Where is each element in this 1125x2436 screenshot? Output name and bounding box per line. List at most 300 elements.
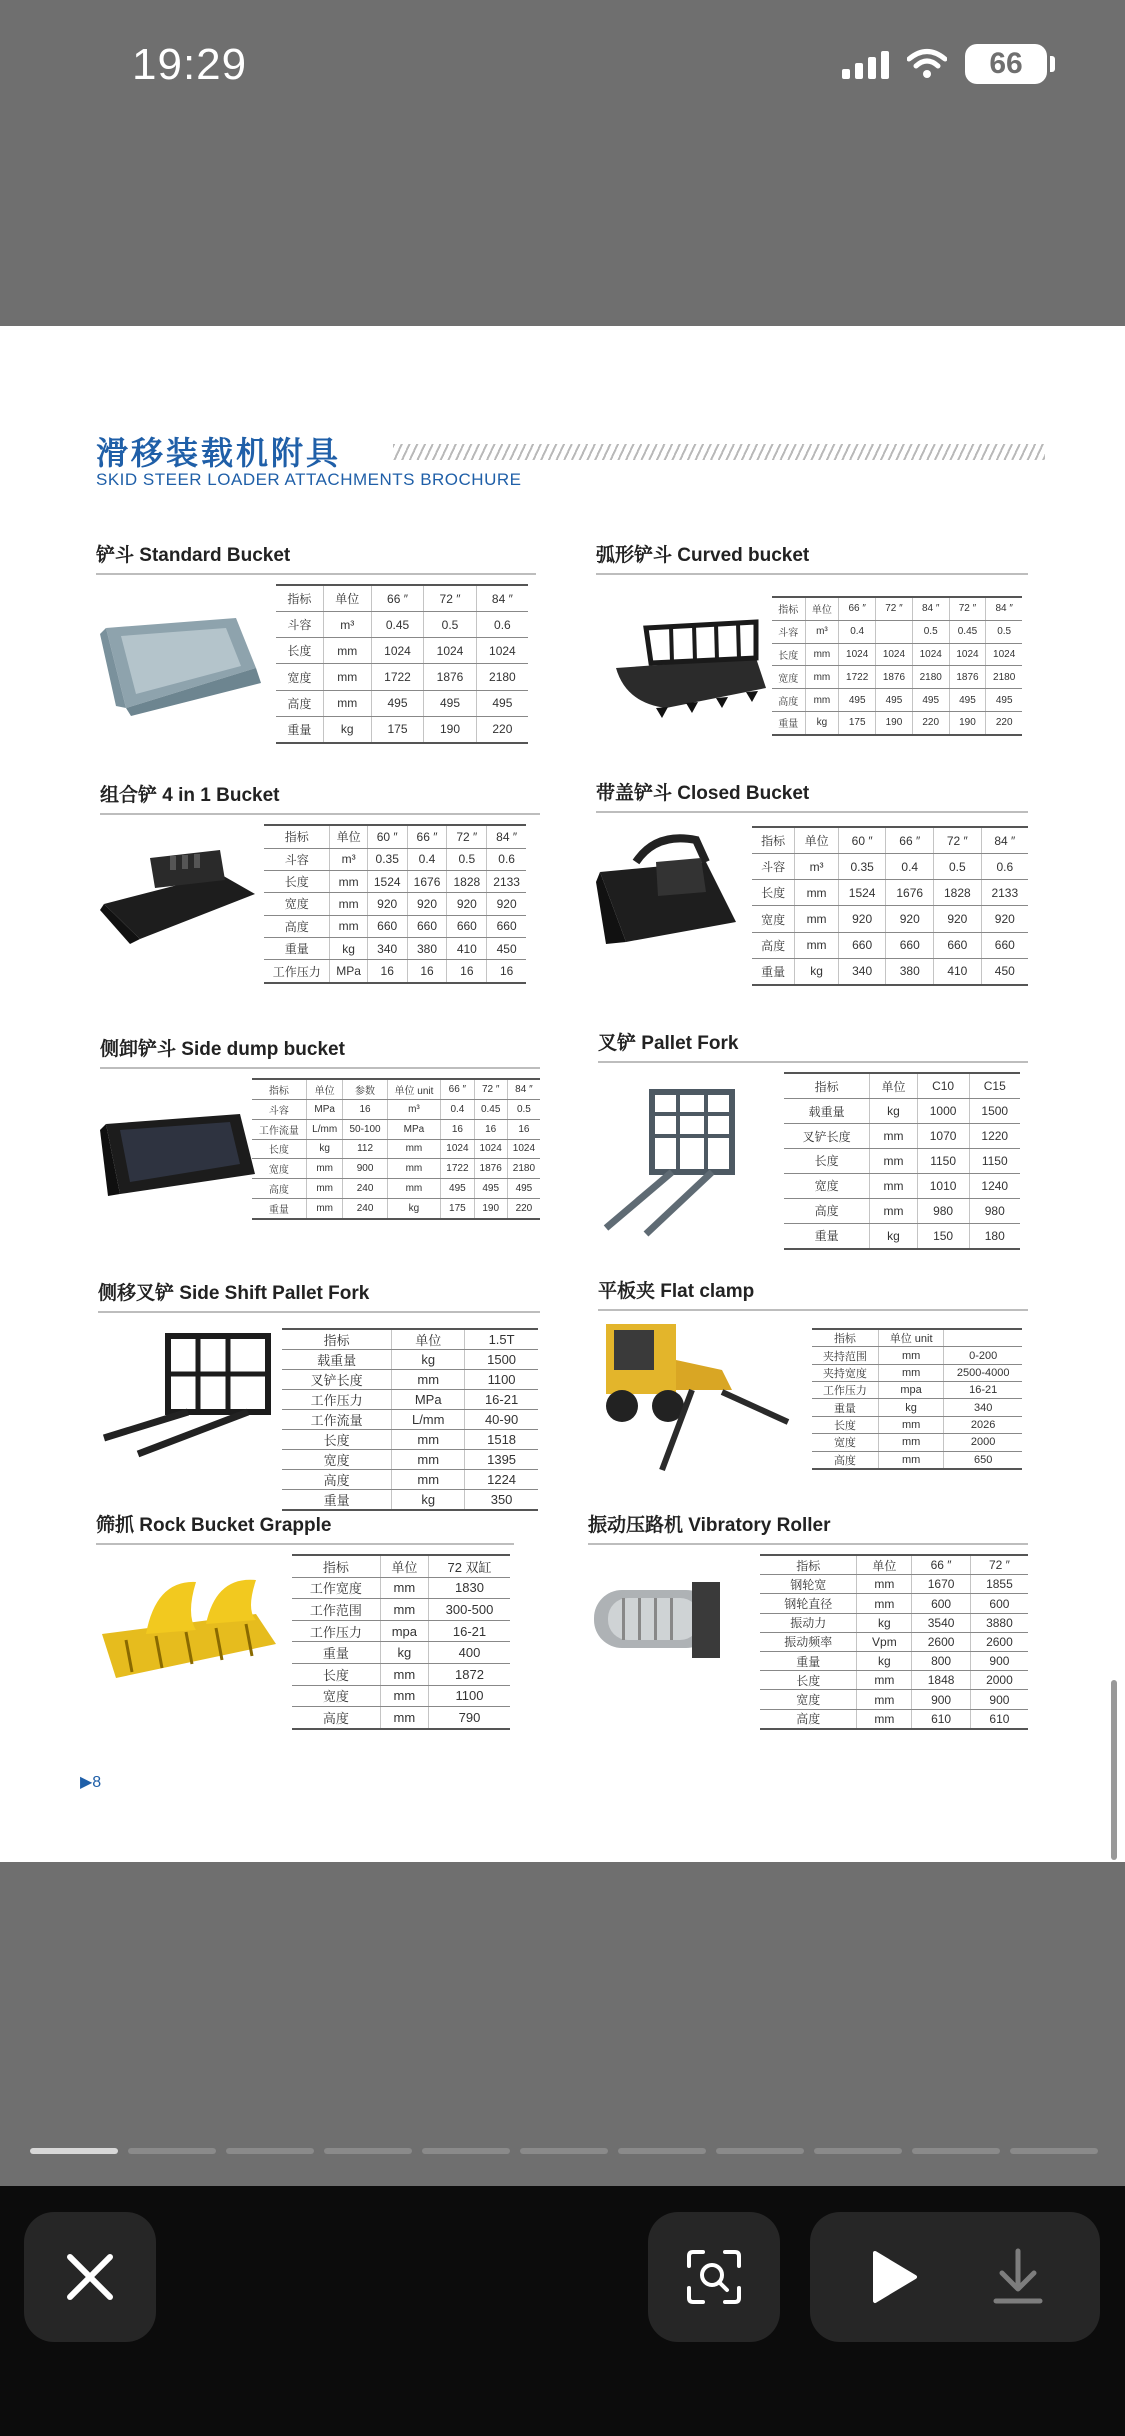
spec-cell: 660 — [447, 915, 487, 937]
spec-cell: 610 — [970, 1709, 1028, 1729]
spec-cell: 84 ″ — [476, 585, 528, 612]
spec-cell: 1670 — [912, 1575, 971, 1594]
section-rule — [96, 573, 536, 575]
spec-cell: 660 — [886, 932, 934, 958]
spec-cell: mm — [878, 1416, 943, 1433]
spec-header-row — [772, 597, 1022, 620]
spec-cell: 150 — [917, 1223, 969, 1249]
spec-cell: 工作压力 — [812, 1382, 878, 1399]
spec-cell: 指标 — [252, 1079, 306, 1099]
brochure-title: 滑移装载机附具 — [96, 435, 342, 471]
spec-cell: 0.35 — [838, 854, 886, 880]
spec-cell: 单位 — [306, 1079, 343, 1099]
spec-cell: 单位 — [857, 1555, 912, 1575]
spec-cell: 220 — [476, 716, 528, 743]
spec-cell: MPa — [387, 1119, 441, 1139]
spec-row — [784, 1149, 1020, 1174]
spec-cell: 1395 — [465, 1450, 538, 1470]
spec-row — [264, 870, 526, 892]
section-side-shift-pallet-fork — [98, 1278, 540, 1508]
spec-cell: 190 — [949, 711, 986, 735]
spec-cell: 1876 — [949, 666, 986, 689]
spec-cell: m³ — [795, 854, 839, 880]
spec-cell: kg — [387, 1199, 441, 1220]
spec-cell: 高度 — [276, 690, 323, 716]
spec-cell: 300-500 — [429, 1599, 510, 1621]
spec-cell: mm — [323, 664, 371, 690]
four-in-one-bucket-image — [100, 844, 260, 954]
spec-cell: 长度 — [252, 1139, 306, 1159]
section-title: 侧卸铲斗 Side dump bucket — [100, 1039, 345, 1060]
spec-cell: mm — [857, 1709, 912, 1729]
spec-cell: 16 — [407, 960, 447, 983]
spec-row — [292, 1664, 510, 1686]
spec-cell: 0.45 — [371, 612, 424, 638]
spec-cell — [944, 1329, 1022, 1347]
spec-cell: 600 — [970, 1594, 1028, 1613]
spec-cell: 660 — [367, 915, 407, 937]
spec-cell: 495 — [839, 689, 876, 712]
spec-cell: 指标 — [812, 1329, 878, 1347]
spec-cell: 1024 — [876, 643, 913, 666]
spec-cell: 2000 — [970, 1671, 1028, 1690]
spec-cell: 495 — [507, 1179, 540, 1199]
spec-cell: 载重量 — [784, 1099, 870, 1124]
spec-cell: 2133 — [981, 880, 1028, 906]
spec-cell: 900 — [912, 1690, 971, 1709]
spec-cell: mm — [323, 690, 371, 716]
page-dot[interactable] — [422, 2148, 510, 2154]
page-number: ▶8 — [80, 1774, 102, 1791]
spec-cell: mm — [323, 638, 371, 664]
spec-row — [292, 1599, 510, 1621]
spec-cell: 0.6 — [487, 848, 526, 870]
spec-cell: mm — [380, 1599, 428, 1621]
spec-row — [784, 1124, 1020, 1149]
spec-cell: mm — [306, 1179, 343, 1199]
spec-cell: 600 — [912, 1594, 971, 1613]
spec-cell: 495 — [876, 689, 913, 712]
section-curved-bucket — [596, 540, 1028, 731]
spec-cell: 斗容 — [772, 620, 805, 643]
spec-cell: mm — [805, 643, 839, 666]
spec-cell: 1524 — [367, 870, 407, 892]
spec-row — [760, 1652, 1028, 1671]
flat-clamp-spec-table — [812, 1328, 1022, 1470]
spec-cell: mm — [878, 1434, 943, 1451]
spec-cell: m³ — [387, 1099, 441, 1119]
spec-cell: 1876 — [876, 666, 913, 689]
spec-cell: 66 ″ — [407, 825, 447, 848]
spec-row — [772, 711, 1022, 735]
close-button[interactable] — [24, 2212, 156, 2342]
spec-row — [752, 880, 1028, 906]
spec-cell: 2180 — [912, 666, 949, 689]
spec-header-row — [752, 827, 1028, 854]
spec-cell: 50-100 — [343, 1119, 387, 1139]
spec-cell: mm — [330, 915, 367, 937]
spec-cell: 980 — [917, 1198, 969, 1223]
spec-cell: 16 — [441, 1119, 474, 1139]
spec-cell: 长度 — [772, 643, 805, 666]
spec-cell: 175 — [441, 1199, 474, 1220]
spec-row — [760, 1690, 1028, 1709]
spec-cell: kg — [306, 1139, 343, 1159]
spec-cell: 1500 — [465, 1350, 538, 1370]
spec-cell: mm — [805, 689, 839, 712]
spec-cell: 宽度 — [812, 1434, 878, 1451]
spec-cell: 190 — [474, 1199, 507, 1220]
spec-cell: mm — [392, 1430, 465, 1450]
spec-cell: 载重量 — [282, 1350, 392, 1370]
section-side-dump-bucket — [100, 1034, 540, 1216]
spec-cell: 1855 — [970, 1575, 1028, 1594]
spec-cell: 16-21 — [429, 1620, 510, 1642]
spec-cell: 0.5 — [507, 1099, 540, 1119]
spec-cell: 长度 — [292, 1664, 380, 1686]
spec-cell: mm — [330, 870, 367, 892]
spec-cell: 660 — [934, 932, 982, 958]
spec-cell: 1024 — [424, 638, 477, 664]
page-dot[interactable] — [128, 2148, 216, 2154]
spec-cell: 高度 — [784, 1198, 870, 1223]
spec-cell: 1722 — [371, 664, 424, 690]
title-hatch-decoration — [393, 444, 1045, 460]
section-rule — [96, 1543, 514, 1545]
section-title: 侧移叉铲 Side Shift Pallet Fork — [98, 1283, 370, 1304]
status-icons — [842, 44, 1047, 84]
spec-cell: 重量 — [252, 1199, 306, 1220]
spec-row — [252, 1199, 540, 1220]
spec-cell: 1024 — [949, 643, 986, 666]
side-shift-pallet-fork-image — [98, 1330, 288, 1470]
spec-cell: 钢轮宽 — [760, 1575, 857, 1594]
spec-cell: 指标 — [276, 585, 323, 612]
spec-cell: kg — [380, 1642, 428, 1664]
spec-cell: mm — [306, 1199, 343, 1220]
spec-cell: mm — [392, 1450, 465, 1470]
spec-cell: 400 — [429, 1642, 510, 1664]
spec-row — [282, 1390, 538, 1410]
spec-cell: 指标 — [752, 827, 795, 854]
vibratory-roller-spec-table — [760, 1554, 1028, 1730]
side-dump-bucket-spec-table — [252, 1078, 540, 1220]
spec-header-row — [784, 1073, 1020, 1099]
spec-cell: 175 — [839, 711, 876, 735]
spec-cell: 斗容 — [752, 854, 795, 880]
spec-cell: kg — [870, 1223, 917, 1249]
play-icon[interactable] — [865, 2249, 921, 2305]
spec-cell: 0.4 — [839, 620, 876, 643]
spec-cell: mm — [857, 1690, 912, 1709]
spec-cell: 2500-4000 — [944, 1364, 1022, 1381]
spec-cell: 340 — [944, 1399, 1022, 1416]
spec-cell: 84 ″ — [507, 1079, 540, 1099]
spec-cell: 1010 — [917, 1173, 969, 1198]
spec-cell: 980 — [969, 1198, 1020, 1223]
spec-cell: mpa — [380, 1620, 428, 1642]
spec-cell: 单位 — [392, 1329, 465, 1350]
spec-cell: 1848 — [912, 1671, 971, 1690]
spec-row — [760, 1709, 1028, 1729]
spec-cell: MPa — [306, 1099, 343, 1119]
spec-header-row — [812, 1329, 1022, 1347]
spec-cell: kg — [805, 711, 839, 735]
spec-row — [252, 1179, 540, 1199]
spec-cell: 84 ″ — [912, 597, 949, 620]
spec-row — [784, 1198, 1020, 1223]
closed-bucket-spec-table — [752, 826, 1028, 986]
spec-row — [812, 1434, 1022, 1451]
spec-cell: kg — [857, 1613, 912, 1632]
spec-cell: 660 — [981, 932, 1028, 958]
wifi-icon — [907, 48, 947, 80]
spec-cell: 指标 — [760, 1555, 857, 1575]
spec-cell: 2180 — [986, 666, 1022, 689]
spec-cell: 工作压力 — [264, 960, 330, 983]
spec-cell: 2180 — [476, 664, 528, 690]
spec-header-row — [276, 585, 528, 612]
spec-cell: 60 ″ — [838, 827, 886, 854]
spec-cell: mm — [795, 906, 839, 932]
spec-row — [282, 1490, 538, 1511]
section-title: 振动压路机 Vibratory Roller — [588, 1515, 831, 1536]
closed-bucket-image — [596, 832, 746, 962]
cellular-signal-icon — [842, 49, 889, 79]
spec-cell: 夹持宽度 — [812, 1364, 878, 1381]
visual-search-button[interactable] — [648, 2212, 780, 2342]
spec-cell: 340 — [838, 958, 886, 985]
spec-cell: 工作压力 — [292, 1620, 380, 1642]
spec-cell: 斗容 — [276, 612, 323, 638]
download-icon[interactable] — [990, 2247, 1046, 2307]
spec-cell: 长度 — [276, 638, 323, 664]
scroll-indicator[interactable] — [1111, 1680, 1117, 1860]
spec-row — [760, 1613, 1028, 1632]
spec-cell: 900 — [970, 1652, 1028, 1671]
spec-cell: mm — [387, 1139, 441, 1159]
spec-cell: 1220 — [969, 1124, 1020, 1149]
spec-cell: 2600 — [912, 1632, 971, 1651]
spec-cell: 长度 — [760, 1671, 857, 1690]
spec-cell: 重量 — [812, 1399, 878, 1416]
spec-cell: 斗容 — [252, 1099, 306, 1119]
spec-cell: 工作流量 — [252, 1119, 306, 1139]
standard-bucket-image — [96, 608, 266, 718]
spec-cell: 650 — [944, 1451, 1022, 1469]
spec-cell: mm — [380, 1664, 428, 1686]
spec-cell: 0.35 — [367, 848, 407, 870]
spec-cell: 1024 — [986, 643, 1022, 666]
spec-row — [760, 1594, 1028, 1613]
spec-cell: 单位 — [805, 597, 839, 620]
spec-cell: 3880 — [970, 1613, 1028, 1632]
spec-row — [264, 915, 526, 937]
spec-cell: 16 — [367, 960, 407, 983]
pallet-fork-image — [602, 1088, 752, 1238]
spec-cell: 220 — [912, 711, 949, 735]
spec-cell: 72 ″ — [949, 597, 986, 620]
brochure-page[interactable] — [0, 326, 1125, 1862]
spec-cell: 1070 — [917, 1124, 969, 1149]
spec-cell: 380 — [407, 938, 447, 960]
section-pallet-fork — [598, 1028, 1028, 1244]
spec-cell: 宽度 — [772, 666, 805, 689]
slideshow-and-download-group[interactable] — [810, 2212, 1100, 2342]
spec-cell: 450 — [487, 938, 526, 960]
page-dot[interactable] — [618, 2148, 706, 2154]
spec-cell: 660 — [487, 915, 526, 937]
spec-cell: 指标 — [282, 1329, 392, 1350]
spec-cell: 长度 — [812, 1416, 878, 1433]
spec-cell: 495 — [476, 690, 528, 716]
spec-cell: mm — [870, 1198, 917, 1223]
spec-cell: 单位 — [795, 827, 839, 854]
spec-cell: 660 — [838, 932, 886, 958]
spec-cell: 2026 — [944, 1416, 1022, 1433]
spec-row — [760, 1671, 1028, 1690]
page-dot[interactable] — [520, 2148, 608, 2154]
spec-cell: 60 ″ — [367, 825, 407, 848]
spec-cell: 1224 — [465, 1470, 538, 1490]
spec-cell: 1024 — [912, 643, 949, 666]
spec-cell: 495 — [912, 689, 949, 712]
spec-cell: mm — [306, 1159, 343, 1179]
rock-bucket-grapple-spec-table — [292, 1554, 510, 1730]
spec-cell: 单位 — [870, 1073, 917, 1099]
spec-row — [282, 1410, 538, 1430]
spec-row — [772, 643, 1022, 666]
spec-cell: 高度 — [264, 915, 330, 937]
page-dot[interactable] — [716, 2148, 804, 2154]
spec-cell: 495 — [424, 690, 477, 716]
spec-cell: mm — [392, 1370, 465, 1390]
spec-cell: 高度 — [760, 1709, 857, 1729]
spec-cell: 1000 — [917, 1099, 969, 1124]
spec-cell: 410 — [934, 958, 982, 985]
spec-row — [812, 1399, 1022, 1416]
spec-cell: 84 ″ — [986, 597, 1022, 620]
spec-row — [752, 906, 1028, 932]
page-dot[interactable] — [1010, 2148, 1098, 2154]
spec-cell: 单位 — [330, 825, 367, 848]
spec-cell: 84 ″ — [981, 827, 1028, 854]
spec-cell: 高度 — [252, 1179, 306, 1199]
spec-cell: 高度 — [282, 1470, 392, 1490]
page-dot[interactable] — [324, 2148, 412, 2154]
spec-cell: 高度 — [812, 1451, 878, 1469]
spec-cell: 495 — [949, 689, 986, 712]
spec-row — [784, 1173, 1020, 1198]
spec-cell: 单位 — [380, 1555, 428, 1577]
spec-cell: C10 — [917, 1073, 969, 1099]
spec-row — [276, 664, 528, 690]
spec-cell: 振动频率 — [760, 1632, 857, 1651]
spec-cell: 钢轮直径 — [760, 1594, 857, 1613]
section-title: 铲斗 Standard Bucket — [96, 545, 291, 566]
spec-cell: 1722 — [441, 1159, 474, 1179]
section-rule — [98, 1311, 540, 1313]
spec-cell — [876, 620, 913, 643]
spec-cell: 0.5 — [912, 620, 949, 643]
spec-cell: mm — [878, 1451, 943, 1469]
close-icon — [64, 2251, 116, 2303]
section-4-in-1-bucket — [100, 780, 540, 979]
section-rule — [596, 573, 1028, 575]
spec-cell: 0.5 — [424, 612, 477, 638]
spec-cell: 920 — [886, 906, 934, 932]
spec-cell: 220 — [507, 1199, 540, 1220]
spec-cell: 220 — [986, 711, 1022, 735]
spec-cell: 1500 — [969, 1099, 1020, 1124]
spec-cell: 2133 — [487, 870, 526, 892]
spec-cell: mm — [330, 893, 367, 915]
spec-row — [292, 1577, 510, 1599]
spec-cell: 920 — [407, 893, 447, 915]
spec-cell: 重量 — [282, 1490, 392, 1511]
page-dot[interactable] — [814, 2148, 902, 2154]
spec-cell: mm — [380, 1577, 428, 1599]
page-dot[interactable] — [912, 2148, 1000, 2154]
page-dot[interactable] — [30, 2148, 118, 2154]
spec-cell: 1024 — [371, 638, 424, 664]
section-title: 弧形铲斗 Curved bucket — [596, 545, 810, 566]
spec-cell: 1024 — [839, 643, 876, 666]
spec-cell: 16 — [447, 960, 487, 983]
flat-clamp-image — [592, 1320, 792, 1480]
spec-cell: 84 ″ — [487, 825, 526, 848]
spec-row — [812, 1382, 1022, 1399]
spec-cell: 610 — [912, 1709, 971, 1729]
spec-cell: 0.4 — [407, 848, 447, 870]
spec-cell: 重量 — [772, 711, 805, 735]
spec-cell: 叉铲长度 — [784, 1124, 870, 1149]
spec-cell: kg — [857, 1652, 912, 1671]
spec-cell: 72 ″ — [876, 597, 913, 620]
curved-bucket-image — [606, 608, 776, 718]
spec-cell: 2600 — [970, 1632, 1028, 1651]
side-shift-pallet-fork-spec-table — [282, 1328, 538, 1511]
spec-cell: 16-21 — [465, 1390, 538, 1410]
section-rule — [598, 1309, 1028, 1311]
section-rule — [588, 1543, 1028, 1545]
spec-cell: 495 — [986, 689, 1022, 712]
spec-cell: 振动力 — [760, 1613, 857, 1632]
spec-cell: 1100 — [429, 1685, 510, 1707]
spec-row — [276, 690, 528, 716]
spec-cell: 0.4 — [886, 854, 934, 880]
spec-cell: 410 — [447, 938, 487, 960]
spec-cell: 800 — [912, 1652, 971, 1671]
spec-cell: kg — [392, 1490, 465, 1511]
spec-row — [772, 620, 1022, 643]
spec-row — [282, 1470, 538, 1490]
spec-cell: 920 — [838, 906, 886, 932]
spec-cell: Vpm — [857, 1632, 912, 1651]
spec-cell: 1876 — [424, 664, 477, 690]
spec-cell: 16-21 — [944, 1382, 1022, 1399]
spec-cell: MPa — [330, 960, 367, 983]
page-dot[interactable] — [226, 2148, 314, 2154]
spec-row — [252, 1119, 540, 1139]
spec-cell: 920 — [487, 893, 526, 915]
spec-cell: 重量 — [784, 1223, 870, 1249]
spec-cell: mm — [878, 1347, 943, 1364]
spec-cell: 单位 unit — [878, 1329, 943, 1347]
spec-cell: 72 ″ — [447, 825, 487, 848]
spec-cell: 0.5 — [447, 848, 487, 870]
spec-cell: L/mm — [392, 1410, 465, 1430]
